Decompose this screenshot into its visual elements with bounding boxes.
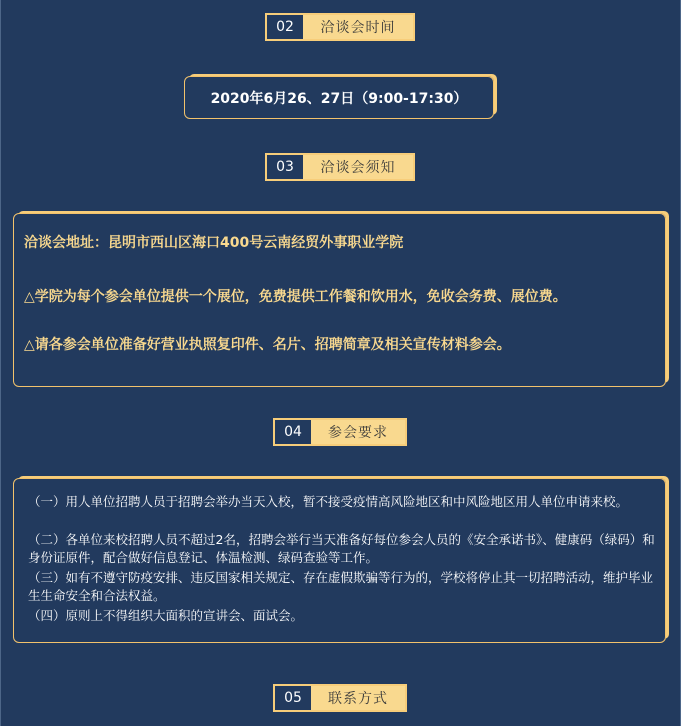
requirements-box — [13, 478, 666, 643]
notice-item: △学院为每个参会单位提供一个展位，免费提供工作餐和饮用水，免收会务费、展位费。 — [24, 289, 567, 305]
section-title: 洽谈会时间 — [303, 15, 413, 39]
requirement-item: （四）原则上不得组织大面积的宣讲会、面试会。 — [28, 608, 304, 623]
notice-item: △请各参会单位准备好营业执照复印件、名片、招聘简章及相关宣传材料参会。 — [24, 337, 511, 353]
section-number: 02 — [276, 19, 294, 35]
section-header-requirements — [273, 418, 407, 446]
notice-box — [13, 213, 666, 387]
section-number: 03 — [276, 159, 294, 175]
date-box — [184, 76, 494, 119]
section-header-contact — [273, 684, 407, 712]
venue-address: 洽谈会地址：昆明市西山区海口400号云南经贸外事职业学院 — [24, 235, 404, 251]
section-title: 联系方式 — [311, 686, 405, 710]
requirement-item: （二）各单位来校招聘人员不超过2名，招聘会举行当天准备好每位参会人员的《安全承诺书》、健康码（绿码）和身份证原件，配合做好信息登记、体温检测、绿码查验等工作。 — [28, 532, 655, 565]
section-number: 05 — [284, 690, 302, 706]
section-number: 04 — [284, 424, 302, 440]
section-header-notice — [265, 153, 415, 181]
section-header-time — [265, 13, 415, 41]
date-text: 2020年6月26、27日（9:00-17:30） — [210, 90, 468, 107]
section-title: 参会要求 — [311, 420, 405, 444]
section-title: 洽谈会须知 — [303, 155, 413, 179]
requirement-item: （一）用人单位招聘人员于招聘会举办当天入校，暂不接受疫情高风险地区和中风险地区用人单位申请来校。 — [28, 494, 629, 509]
requirement-item: （三）如有不遵守防疫安排、违反国家相关规定、存在虚假欺骗等行为的，学校将停止其一切招聘活动，维护毕业生生命安全和合法权益。 — [28, 570, 654, 603]
